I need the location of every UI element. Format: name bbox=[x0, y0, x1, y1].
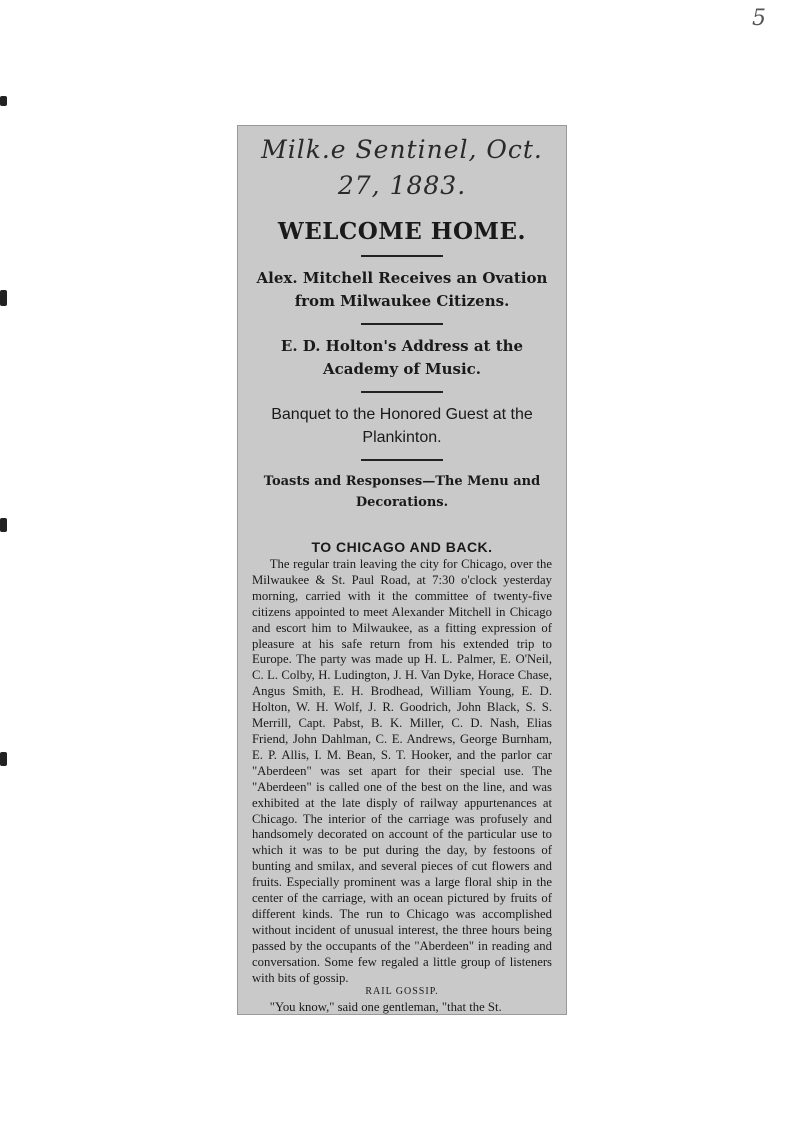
section-subhead: TO CHICAGO AND BACK. bbox=[311, 539, 493, 555]
binder-mark bbox=[0, 518, 7, 532]
clipping-content bbox=[248, 132, 556, 1015]
page-number-mark: 5 bbox=[752, 6, 766, 31]
newspaper-clipping bbox=[238, 126, 566, 1014]
deck-3: Banquet to the Honored Guest at the Plankinton. bbox=[271, 406, 533, 446]
deck-1: Alex. Mitchell Receives an Ovation from Milwaukee Citizens. bbox=[256, 269, 548, 310]
headline: WELCOME HOME. bbox=[277, 218, 527, 245]
deck-4: Toasts and Responses—The Menu and Decorations. bbox=[263, 474, 541, 510]
article-continuation: "You know," said one gentleman, "that the St. bbox=[269, 1000, 502, 1015]
binder-mark bbox=[0, 752, 7, 766]
section-label: RAIL GOSSIP. bbox=[365, 986, 439, 998]
article-paragraph: The regular train leaving the city for Chicago, over the Milwaukee & St. Paul Road, at 7:30 o'clock yesterday morning, carried with it the committee of twenty-five citizens appointed to meet Alexander Mitchell in Chicago and escort him to Milwaukee, as a fitting expression of pleasure at his safe return from his extended trip to Europe. The party was made up H. L. Palmer, E. O'Neil, C. L. Colby, H. Ludington, J. H. Van Dyke, Horace Chase, Angus Smith, E. H. Brodhead, William Young, E. D. Holton, W. H. Wolf, J. R. Goodrich, John Black, S. S. Merrill, Capt. Pabst, B. K. Miller, C. D. Nash, Elias Friend, John Dahlman, C. E. Andrews, George Burnham, E. P. Allis, I. M. Bean, S. T. Hooker, and the parlor car "Aberdeen" was set apart for their special use. The "Aberdeen" is called one of the best on the line, and was exhibited at the late disply of railway appurtenances at Chicago. The interior of the carriage was profusely and handsomely decorated on account of the particular use to which it was to be put during the day, by festoons of bunting and smilax, and several pieces of cut flowers and fruits. Especially prominent was a large floral ship in the center of the carriage, with an ocean pictured by fruits of different kinds. The run to Chicago was accomplished without incident of unusual interest, the three hours being passed by the occupants of the "Aberdeen" in reading and conversation. Some few regaled a little group of listeners with bits of gossip. bbox=[252, 557, 552, 985]
deck-2: E. D. Holton's Address at the Academy of Music. bbox=[280, 337, 524, 378]
divider-rule bbox=[361, 255, 443, 257]
binder-mark bbox=[0, 96, 7, 106]
divider-rule bbox=[361, 391, 443, 393]
divider-rule bbox=[361, 323, 443, 325]
divider-rule bbox=[361, 459, 443, 461]
handwritten-source-note: Milk.e Sentinel, Oct. 27, 1883. bbox=[261, 135, 543, 200]
binder-mark bbox=[0, 290, 7, 306]
